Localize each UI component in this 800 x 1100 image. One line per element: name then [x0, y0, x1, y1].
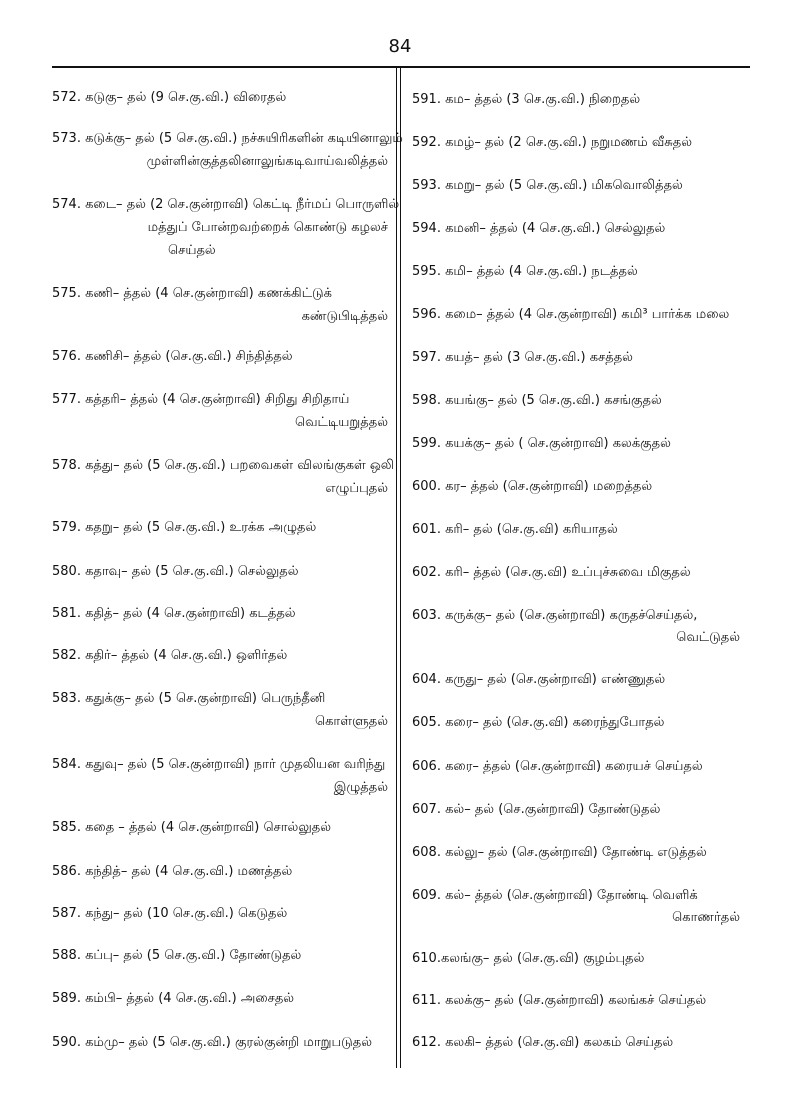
- entry-575-continuation: கண்டுபிடித்தல்: [301, 309, 388, 324]
- entry-597: 597. கயத்– தல் (3 செ.கு.வி.) கசத்தல்: [412, 350, 633, 365]
- entry-603-continuation: வெட்டுதல்: [676, 630, 740, 645]
- entry-577-continuation: வெட்டியறுத்தல்: [295, 415, 388, 430]
- entry-575: 575. கணி– த்தல் (4 செ.குன்றாவி) கணக்கிட்டுக்: [52, 286, 332, 301]
- entry-582: 582. கதிர்– த்தல் (4 செ.கு.வி.) ஒளிர்தல்: [52, 648, 288, 663]
- entry-607: 607. கல்– தல் (செ.குன்றாவி) தோண்டுதல்: [412, 802, 661, 817]
- entry-611: 611. கலக்கு– தல் (செ.குன்றாவி) கலங்கச் செய்தல்: [412, 993, 707, 1008]
- entry-600: 600. கர– த்தல் (செ.குன்றாவி) மறைத்தல்: [412, 479, 653, 494]
- entry-595: 595. கமி– த்தல் (4 செ.கு.வி.) நடத்தல்: [412, 264, 638, 279]
- entry-573-continuation: முள்ளின்குத்தலினாலுங்கடிவாய்வலித்தல்: [146, 154, 388, 169]
- entry-584: 584. கதுவு– தல் (5 செ.குன்றாவி) நார் முதலியன வரிந்து: [52, 757, 386, 772]
- entry-592: 592. கமழ்– தல் (2 செ.கு.வி.) நறுமணம் வீசுதல்: [412, 135, 692, 150]
- entry-578-continuation: எழுப்புதல்: [325, 481, 388, 496]
- entry-598: 598. கயங்கு– தல் (5 செ.கு.வி.) கசங்குதல்: [412, 393, 662, 408]
- entry-572: 572. கடுகு– தல் (9 செ.கு.வி.) விரைதல்: [52, 90, 287, 105]
- entry-591: 591. கம– த்தல் (3 செ.கு.வி.) நிறைதல்: [412, 92, 641, 107]
- entry-601: 601. கரி– தல் (செ.கு.வி) கரியாதல்: [412, 522, 618, 537]
- entry-612: 612. கலகி– த்தல் (செ.கு.வி) கலகம் செய்தல்: [412, 1035, 674, 1050]
- entry-594: 594. கமனி– த்தல் (4 செ.கு.வி.) செல்லுதல்: [412, 221, 666, 236]
- entry-596: 596. கமை– த்தல் (4 செ.குன்றாவி) கமி³ பார்க்க மலை: [412, 307, 730, 322]
- entry-578: 578. கத்து– தல் (5 செ.கு.வி.) பறவைகள் விலங்குகள் ஒலி: [52, 458, 395, 473]
- entry-588: 588. கப்பு– தல் (5 செ.கு.வி.) தோண்டுதல்: [52, 948, 302, 963]
- entry-605: 605. கரை– தல் (செ.கு.வி) கரைந்துபோதல்: [412, 715, 665, 730]
- entry-590: 590. கம்மு– தல் (5 செ.கு.வி.) குரல்குன்றி மாறுபடுதல்: [52, 1035, 373, 1050]
- entry-579: 579. கதறு– தல் (5 செ.கு.வி.) உரக்க அழுதல்: [52, 520, 317, 535]
- entry-599: 599. கயக்கு– தல் ( செ.குன்றாவி) கலக்குதல்: [412, 436, 671, 451]
- entry-574: 574. கடை– தல் (2 செ.குன்றாவி) கெட்டி நீர்மப் பொருளில்: [52, 197, 400, 212]
- entry-602: 602. கரி– த்தல் (செ.கு.வி) உப்புச்சுவை மிகுதல்: [412, 565, 691, 580]
- entry-586: 586. கந்தித்– தல் (4 செ.கு.வி.) மணத்தல்: [52, 864, 293, 879]
- entry-604: 604. கருது– தல் (செ.குன்றாவி) எண்ணுதல்: [412, 672, 666, 687]
- entry-609: 609. கல்– த்தல் (செ.குன்றாவி) தோண்டி வெளிக்: [412, 888, 698, 903]
- entry-583: 583. கதுக்கு– தல் (5 செ.குன்றாவி) பெருந்தீனி: [52, 691, 326, 706]
- entry-606: 606. கரை– த்தல் (செ.குன்றாவி) கரையச் செய்தல்: [412, 759, 703, 774]
- entry-584-continuation: இழுத்தல்: [333, 780, 388, 795]
- entry-583-continuation: கொள்ளுதல்: [315, 714, 388, 729]
- entry-574-continuation-2: செய்தல்: [168, 243, 216, 258]
- entry-574-continuation: மத்துப் போன்றவற்றைக் கொண்டு கழலச்: [147, 220, 388, 235]
- entry-608: 608. கல்லு– தல் (செ.குன்றாவி) தோண்டி எடுத்தல்: [412, 845, 707, 860]
- entry-576: 576. கணிசி– த்தல் (செ.கு.வி.) சிந்தித்தல்: [52, 349, 293, 364]
- entry-577: 577. கத்தரி– த்தல் (4 செ.குன்றாவி) சிறிது சிறிதாய்: [52, 392, 350, 407]
- page-number: 84: [388, 36, 412, 57]
- entry-609-continuation: கொணர்தல்: [672, 910, 740, 925]
- entry-580: 580. கதாவு– தல் (5 செ.கு.வி.) செல்லுதல்: [52, 564, 299, 579]
- entry-593: 593. கமறு– தல் (5 செ.கு.வி.) மிகவொலித்தல்: [412, 178, 683, 193]
- entry-589: 589. கம்பி– த்தல் (4 செ.கு.வி.) அசைதல்: [52, 991, 295, 1006]
- entry-573: 573. கடுக்கு– தல் (5 செ.கு.வி.) நச்சுயிரிகளின் கடியினாலும்: [52, 131, 403, 146]
- entry-587: 587. கந்து– தல் (10 செ.கு.வி.) கெடுதல்: [52, 906, 288, 921]
- column-divider-left: [396, 68, 397, 1068]
- entry-581: 581. கதித்– தல் (4 செ.குன்றாவி) கடத்தல்: [52, 606, 296, 621]
- top-rule: [52, 66, 750, 68]
- entry-603: 603. கருக்கு– தல் (செ.குன்றாவி) கருதச்செய்தல்,: [412, 608, 698, 623]
- column-divider-right: [400, 68, 401, 1068]
- entry-585: 585. கதை – த்தல் (4 செ.குன்றாவி) சொல்லுதல்: [52, 820, 331, 835]
- entry-610: 610.கலங்கு– தல் (செ.கு.வி) குழம்புதல்: [412, 951, 645, 966]
